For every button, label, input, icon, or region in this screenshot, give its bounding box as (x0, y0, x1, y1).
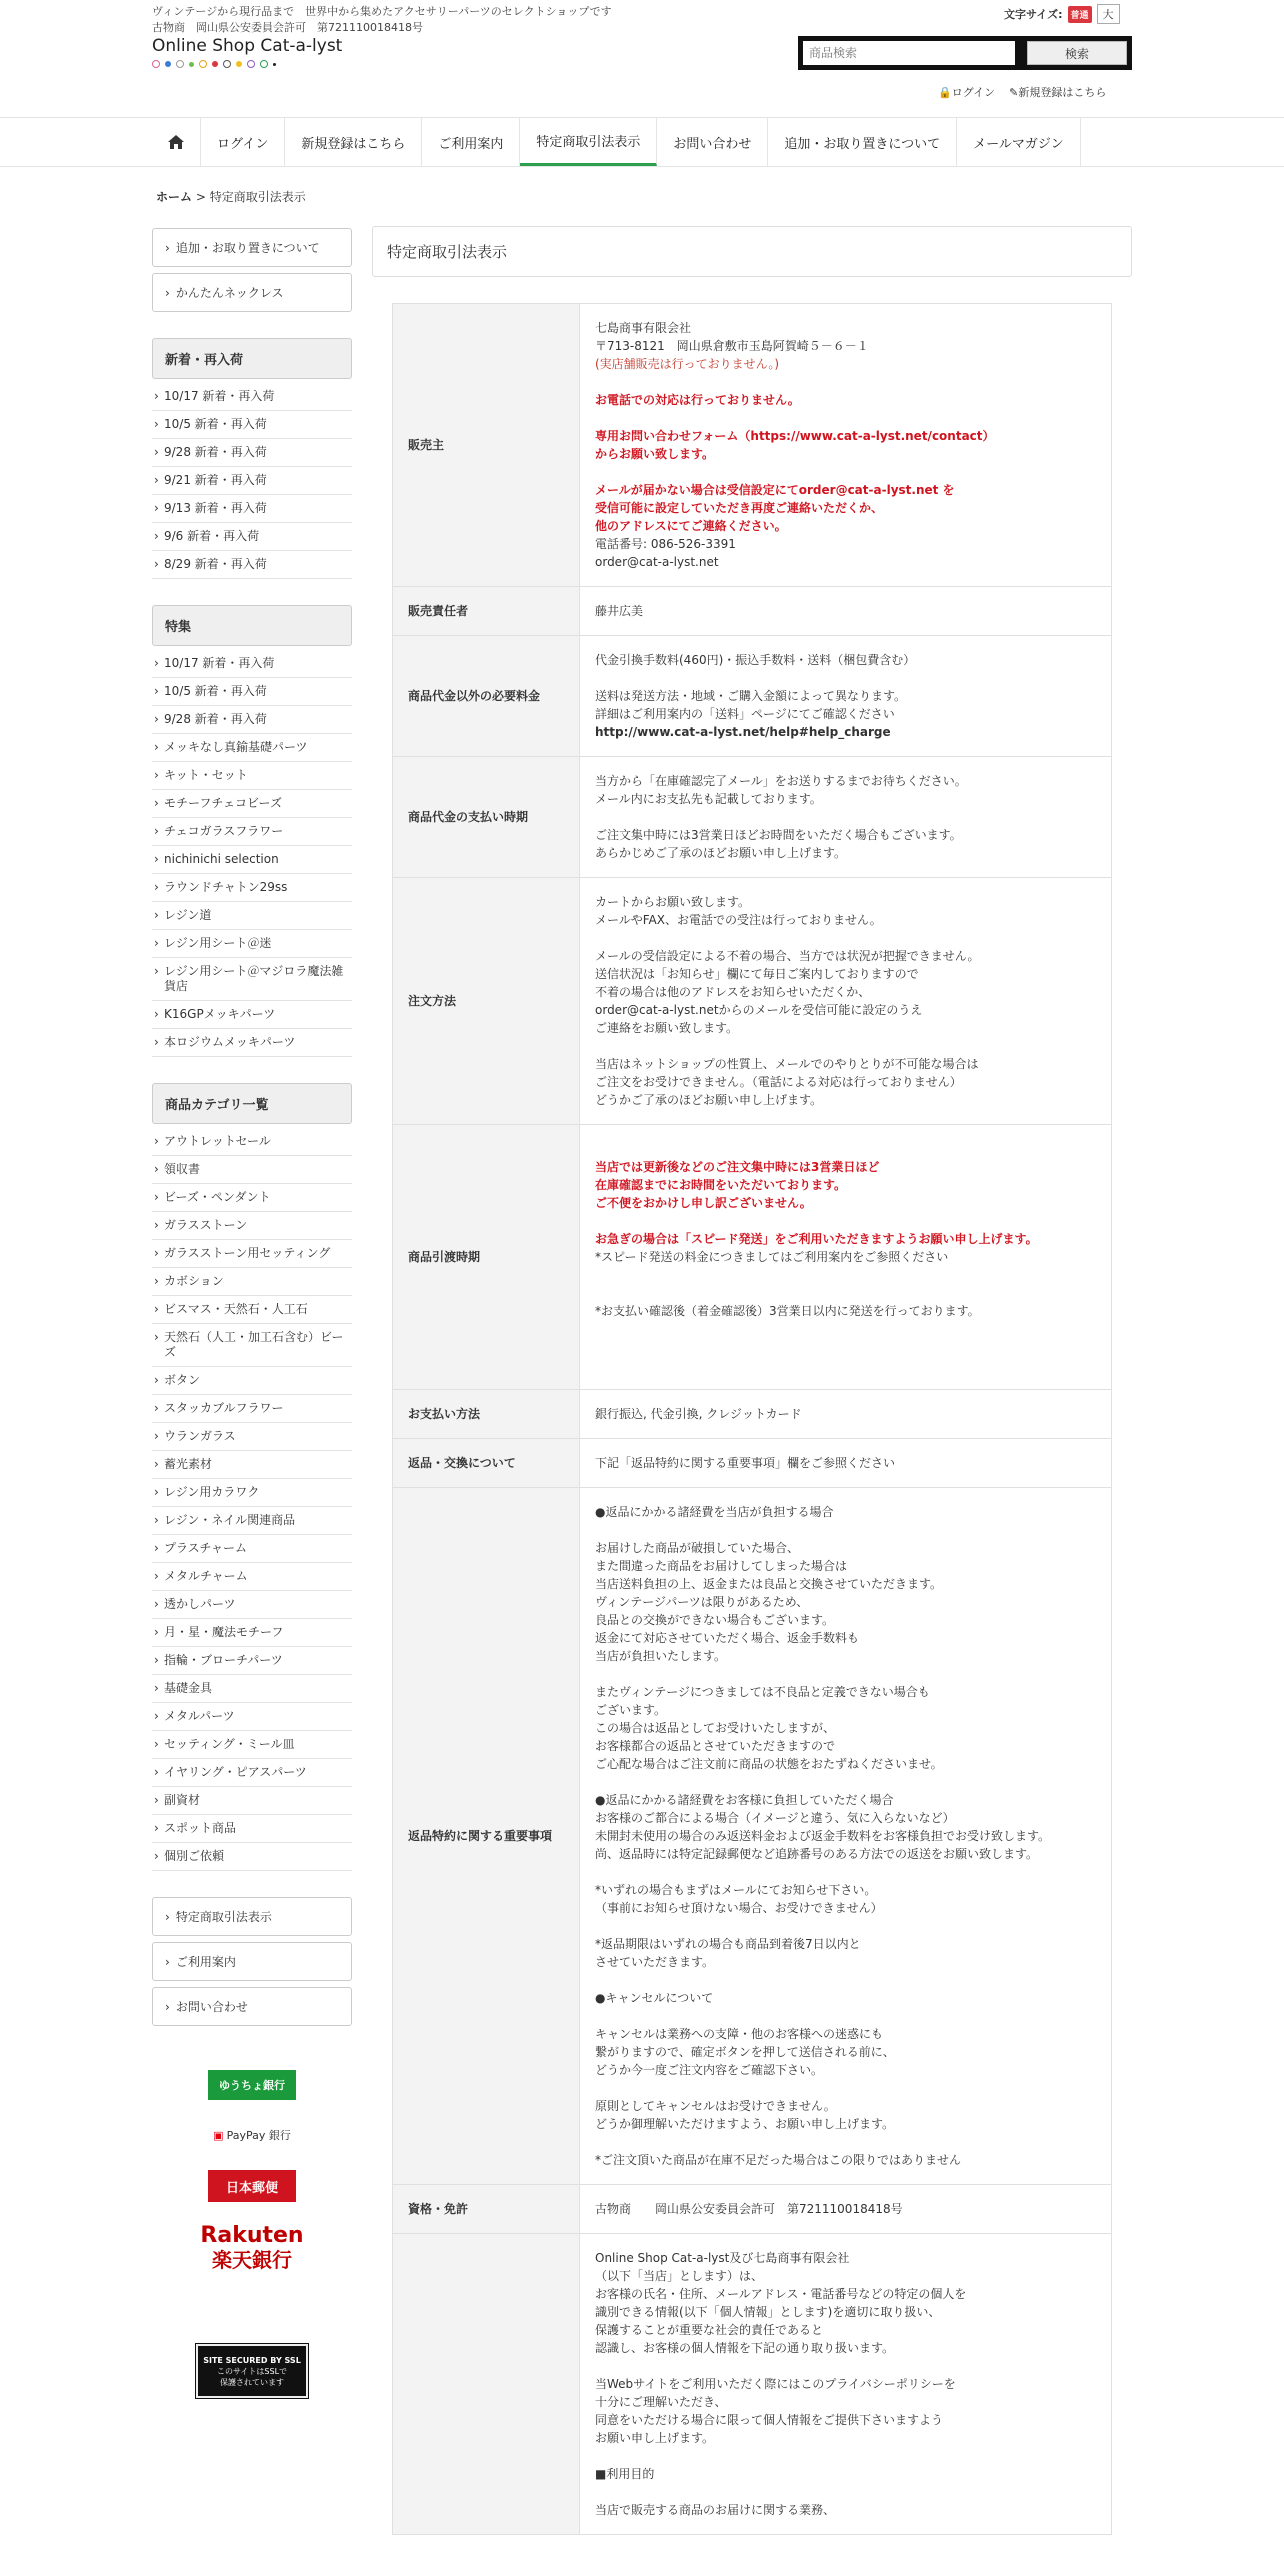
sidebar-feature-item[interactable]: › ラウンドチャトン29ss (152, 874, 352, 902)
sidebar-feature-item[interactable]: › レジン道 (152, 902, 352, 930)
value-line: *返品期限はいずれの場合も商品到着後7日以内と (595, 1937, 861, 1951)
spacer (595, 1356, 1096, 1374)
sidebar-category-item[interactable]: › 個別ご依頼 (152, 1843, 352, 1871)
spacer (595, 2483, 1096, 2501)
value-line: メール内にお支払先も記載しております。 (595, 792, 822, 806)
sidebar-category-item[interactable]: › 領収書 (152, 1156, 352, 1184)
value-line: どうかご了承のほどお願い申し上げます。 (595, 1093, 823, 1107)
value-line: ご連絡をお願い致します。 (595, 1021, 739, 1035)
value-line: (実店舗販売は行っておりません。) (595, 357, 780, 371)
sidebar (152, 228, 352, 2398)
sidebar-category-item[interactable]: › 天然石（人工・加工石含む）ビーズ (152, 1324, 352, 1367)
sidebar-link[interactable]: › 追加・お取り置きについて (152, 228, 352, 267)
row-header: 返品・交換について (393, 1439, 580, 1488)
dot-icon (165, 61, 171, 67)
sidebar-category-item[interactable]: › イヤリング・ピアスパーツ (152, 1759, 352, 1787)
sidebar-feature-item[interactable]: › K16GPメッキパーツ (152, 1001, 352, 1029)
sidebar-feature-item[interactable]: › レジン用シート＠マジロラ魔法雑貨店 (152, 958, 352, 1001)
sidebar-category-heading: 商品カテゴリ一覧 (152, 1083, 352, 1124)
table-row (393, 1125, 1112, 1390)
sidebar-category-item[interactable]: › アウトレットセール (152, 1128, 352, 1156)
spacer (595, 1971, 1096, 1989)
table-row (393, 1439, 1112, 1488)
spacer (595, 2079, 1096, 2097)
value-line: 当店はネットショップの性質上、メールでのやりとりが不可能な場合は (595, 1057, 979, 1071)
tagline (152, 4, 612, 36)
sidebar-new-item[interactable]: › 9/28 新着・再入荷 (152, 439, 352, 467)
nav-guide[interactable]: ご利用案内 (422, 118, 520, 166)
sidebar-feature-item[interactable]: › レジン用シート＠迷 (152, 930, 352, 958)
sidebar-category-item[interactable]: › レジン・ネイル関連商品 (152, 1507, 352, 1535)
nav-home[interactable] (152, 118, 201, 166)
sidebar-info-link[interactable]: › お問い合わせ (152, 1987, 352, 2026)
value-line: メールやFAX、お電話での受注は行っておりません。 (595, 913, 882, 927)
sidebar-category-item[interactable]: › ボタン (152, 1367, 352, 1395)
paypay-bank-logo (208, 2122, 296, 2148)
spacer (595, 2007, 1096, 2025)
value-line: あらかじめご了承のほどお願い申し上げます。 (595, 846, 847, 860)
value-line: 代金引換手数料(460円)・振込手数料・送料（梱包費含む） (595, 653, 916, 667)
spacer (595, 1284, 1096, 1302)
login-link[interactable] (938, 84, 995, 100)
value-line: お客様の氏名・住所、メールアドレス・電話番号などの特定の個人を (595, 2287, 967, 2301)
ssl-line3: 保護されています (220, 2377, 284, 2387)
nav-contact[interactable]: お問い合わせ (657, 118, 768, 166)
value-line: ございます。 (595, 1703, 667, 1717)
value-line: 七島商事有限会社 (595, 321, 692, 335)
value-line: また間違った商品をお届けしてしまった場合は (595, 1559, 848, 1573)
dot-icon (212, 61, 218, 67)
value-line: 当店送料負担の上、返金または良品と交換させていただきます。 (595, 1577, 943, 1591)
value-line: 他のアドレスにてご連絡ください。 (595, 519, 787, 533)
login-label: ログイン (951, 86, 996, 99)
sidebar-category-item[interactable]: › ビスマス・天然石・人工石 (152, 1296, 352, 1324)
sidebar-new-heading: 新着・再入荷 (152, 338, 352, 379)
row-value (580, 1125, 1112, 1390)
value-line: ご注文集中時には3営業日ほどお時間をいただく場合もございます。 (595, 828, 962, 842)
spacer (595, 1773, 1096, 1791)
value-line: ご不便をおかけし申し訳ございません。 (595, 1196, 812, 1210)
row-header: 注文方法 (393, 878, 580, 1125)
value-line: ご心配な場合はご注文前に商品の状態をおたずねくださいませ。 (595, 1757, 943, 1771)
spacer (595, 1320, 1096, 1338)
rakuten-bank-label: 楽天銀行 (212, 2248, 292, 2272)
value-line: order@cat-a-lyst.net (595, 555, 719, 569)
value-line: 原則としてキャンセルはお受けできません。 (595, 2099, 836, 2113)
value-line: からお願い致します。 (595, 447, 715, 461)
yucho-bank-logo (208, 2070, 296, 2100)
spacer (595, 463, 1096, 481)
value-line: 尚、返品時には特定記録郵便など追跡番号のある方法での返送をお願い致します。 (595, 1847, 1039, 1861)
font-normal-button[interactable]: 普通 (1068, 6, 1092, 23)
search-button[interactable]: 検索 (1027, 41, 1127, 65)
logo-dots (152, 60, 276, 68)
value-line: 在庫確認までにお時間をいただいております。 (595, 1178, 847, 1192)
spacer (595, 409, 1096, 427)
value-line: この場合は返品としてお受けいたしますが、 (595, 1721, 836, 1735)
dot-icon (236, 61, 242, 67)
spacer (595, 2133, 1096, 2151)
table-row (393, 878, 1112, 1125)
value-line: ヴィンテージパーツは限りがあるため、 (595, 1595, 809, 1609)
spacer (595, 1863, 1096, 1881)
value-line: 〒713-8121 岡山県倉敷市玉島阿賀崎５－６－１ (595, 339, 869, 353)
sidebar-link[interactable]: › かんたんネックレス (152, 273, 352, 312)
value-line: 当方から「在庫確認完了メール」をお送りするまでお待ちください。 (595, 774, 967, 788)
spacer (595, 808, 1096, 826)
value-line: 不着の場合は他のアドレスをお知らせいただくか、 (595, 985, 871, 999)
spacer (595, 2447, 1096, 2465)
value-line: 良品との交換ができない場合もございます。 (595, 1613, 835, 1627)
table-row (393, 587, 1112, 636)
site-header (0, 0, 1284, 118)
value-line: 藤井広美 (595, 604, 644, 618)
value-line: 送信状況は「お知らせ」欄にて毎日ご案内しておりますので (595, 967, 919, 981)
spacer (595, 1665, 1096, 1683)
sidebar-new-item[interactable]: › 9/6 新着・再入荷 (152, 523, 352, 551)
row-value (580, 878, 1112, 1125)
value-line: 当店で販売する商品のお届けに関する業務、 (595, 2503, 836, 2517)
value-line: またヴィンテージにつきましては不良品と定義できない場合も (595, 1685, 930, 1699)
breadcrumb (156, 188, 306, 205)
sidebar-new-item[interactable]: › 8/29 新着・再入荷 (152, 551, 352, 579)
sidebar-new-item[interactable]: › 9/13 新着・再入荷 (152, 495, 352, 523)
table-row (393, 1390, 1112, 1439)
value-line: *ご注文頂いた商品が在庫不足だった場合はこの限りではありません (595, 2153, 962, 2167)
page-title: 特定商取引法表示 (372, 226, 1132, 277)
value-line: お急ぎの場合は「スピード発送」をご利用いただきますようお願い申し上げます。 (595, 1232, 1038, 1246)
sidebar-category-item[interactable]: › 指輪・ブローチパーツ (152, 1647, 352, 1675)
sidebar-category-item[interactable]: › メタルパーツ (152, 1703, 352, 1731)
sidebar-feature-item[interactable]: › メッキなし真鍮基礎パーツ (152, 734, 352, 762)
spacer (595, 1037, 1096, 1055)
value-line: 銀行振込, 代金引換, クレジットカード (595, 1407, 802, 1421)
value-line: どうか御理解いただけますよう、お願い申し上げます。 (595, 2117, 895, 2131)
row-value (580, 2234, 1112, 2535)
value-line: メールが届かない場合は受信設定にてorder@cat-a-lyst.net を (595, 483, 955, 497)
lock-icon: 🔒 (938, 86, 952, 99)
main-content (372, 226, 1132, 2535)
global-nav (152, 118, 1081, 166)
value-line: お客様都合の返品とさせていただきますので (595, 1739, 836, 1753)
value-line: 古物商 岡山県公安委員会許可 第721110018418号 (595, 2202, 903, 2216)
table-row (393, 1488, 1112, 2185)
sidebar-category-item[interactable]: › プラスチャーム (152, 1535, 352, 1563)
legal-table (392, 303, 1112, 2535)
value-line: ●返品にかかる諸経費を当店が負担する場合 (595, 1505, 834, 1519)
row-header: 販売主 (393, 304, 580, 587)
spacer (595, 669, 1096, 687)
value-line: 当店では更新後などのご注文集中時には3営業日ほど (595, 1160, 880, 1174)
value-line: 保護することが重要な社会的責任であると (595, 2323, 824, 2337)
row-header: 商品代金以外の必要料金 (393, 636, 580, 757)
ssl-line2: このサイトはSSLで (216, 2366, 288, 2376)
table-row (393, 757, 1112, 878)
tagline-line1: ヴィンテージから現行品まで 世界中から集めたアクセサリーパーツのセレクトショップです (152, 5, 612, 18)
row-value (580, 1390, 1112, 1439)
value-line: 識別できる情報(以下「個人情報」とします)を適切に取り扱い、 (595, 2305, 941, 2319)
japan-post-label: 日本郵便 (225, 2180, 278, 2196)
value-line: 受信可能に設定していただき再度ご連絡いただくか、 (595, 501, 884, 515)
home-icon (168, 135, 184, 149)
row-value (580, 1439, 1112, 1488)
search-box (798, 36, 1132, 70)
sidebar-category-item[interactable]: › スポット商品 (152, 1815, 352, 1843)
sidebar-category-item[interactable]: › ビーズ・ペンダント (152, 1184, 352, 1212)
value-line: 下記「返品特約に関する重要事項」欄をご参照ください (595, 1456, 896, 1470)
value-line: ■利用目的 (595, 2467, 655, 2481)
sidebar-category-item[interactable]: › セッティング・ミール皿 (152, 1731, 352, 1759)
value-line: 返金にて対応させていただく場合、返金手数料も (595, 1631, 860, 1645)
ssl-title: SITE SECURED BY SSL (203, 2355, 301, 2365)
rakuten-label: Rakuten (200, 2223, 304, 2248)
row-header: 販売責任者 (393, 587, 580, 636)
value-line: http://www.cat-a-lyst.net/help#help_charge (595, 725, 891, 739)
row-value (580, 636, 1112, 757)
value-line: ●返品にかかる諸経費をお客様に負担していただく場合 (595, 1793, 894, 1807)
sidebar-feature-item[interactable]: › 9/28 新着・再入荷 (152, 706, 352, 734)
value-line: order@cat-a-lyst.netからのメールを受信可能に設定のうえ (595, 1003, 923, 1017)
row-header: 資格・免許 (393, 2185, 580, 2234)
sidebar-category-item[interactable]: › 蓄光素材 (152, 1451, 352, 1479)
nav-legal[interactable]: 特定商取引法表示 (520, 118, 657, 166)
sidebar-info-link[interactable]: › ご利用案内 (152, 1942, 352, 1981)
value-line: *いずれの場合もまずはメールにてお知らせ下さい。 (595, 1883, 877, 1897)
sidebar-feature-item[interactable]: › チェコガラスフラワー (152, 818, 352, 846)
font-large-button[interactable]: 大 (1097, 4, 1120, 24)
sidebar-category-item[interactable]: › 透かしパーツ (152, 1591, 352, 1619)
spacer (595, 1140, 1096, 1158)
font-size-label: 文字サイズ: (1004, 8, 1063, 21)
value-line: 認識し、お客様の個人情報を下記の通り取り扱います。 (595, 2341, 895, 2355)
value-line: *お支払い確認後（着金確認後）3営業日以内に発送を行っております。 (595, 1304, 980, 1318)
row-header: 商品代金の支払い時期 (393, 757, 580, 878)
row-value (580, 304, 1112, 587)
dot-icon (176, 60, 184, 68)
nav-newsletter[interactable]: メールマガジン (957, 118, 1080, 166)
spacer (595, 2357, 1096, 2375)
value-line: 詳細はご利用案内の「送料」ページにてご確認ください (595, 707, 895, 721)
row-header: お支払い方法 (393, 1390, 580, 1439)
dot-icon (189, 62, 194, 67)
sidebar-category-item[interactable]: › 基礎金具 (152, 1675, 352, 1703)
shop-logo-text[interactable]: Online Shop Cat-a-lyst (152, 36, 343, 56)
value-line: お電話での対応は行っておりません。 (595, 393, 800, 407)
sidebar-new-item[interactable]: › 10/5 新着・再入荷 (152, 411, 352, 439)
value-line: 同意をいただける場合に限って個人情報をご提供下さいますよう (595, 2413, 944, 2427)
nav-register[interactable]: 新規登録はこちら (285, 118, 422, 166)
dot-icon (247, 60, 255, 68)
sidebar-category-item[interactable]: › スタッカブルフラワー (152, 1395, 352, 1423)
dot-icon (199, 60, 207, 68)
sidebar-category-item[interactable]: › メタルチャーム (152, 1563, 352, 1591)
sidebar-feature-item[interactable]: › nichinichi selection (152, 846, 352, 874)
value-line: （事前にお知らせ頂けない場合、お受けできません） (595, 1901, 883, 1915)
table-row (393, 2234, 1112, 2535)
value-line: 当Webサイトをご利用いただく際にはこのプライバシーポリシーを (595, 2377, 956, 2391)
sidebar-feature-item[interactable]: › キット・セット (152, 762, 352, 790)
pencil-icon: ✎ (1009, 86, 1019, 99)
value-line: カートからお願い致します。 (595, 895, 751, 909)
table-row (393, 304, 1112, 587)
value-line: ご注文をお受けできません。（電話による対応は行っておりません） (595, 1075, 962, 1089)
value-line: 繋がりますので、確定ボタンを押して送信される前に、 (595, 2045, 895, 2059)
paypay-label: PayPay 銀行 (226, 2129, 291, 2142)
spacer (595, 1917, 1096, 1935)
sidebar-category-item[interactable]: › ウランガラス (152, 1423, 352, 1451)
breadcrumb-home[interactable]: ホーム (156, 190, 193, 204)
register-label: 新規登録はこちら (1018, 86, 1107, 99)
font-size-switcher (1004, 4, 1120, 24)
value-line: 電話番号: 086-526-3391 (595, 537, 736, 551)
row-value (580, 587, 1112, 636)
sidebar-new-item[interactable]: › 10/17 新着・再入荷 (152, 383, 352, 411)
paypay-icon: ▣ (213, 2128, 224, 2142)
spacer (595, 1266, 1096, 1284)
sidebar-info-link[interactable]: › 特定商取引法表示 (152, 1897, 352, 1936)
nav-divider (0, 166, 1284, 167)
value-line: ●キャンセルについて (595, 1991, 714, 2005)
japan-post-logo (208, 2170, 296, 2202)
sidebar-feature-item[interactable]: › 本ロジウムメッキパーツ (152, 1029, 352, 1057)
row-header: 商品引渡時期 (393, 1125, 580, 1390)
sidebar-category-item[interactable]: › ガラスストーン用セッティング (152, 1240, 352, 1268)
row-header (393, 2234, 580, 2535)
spacer (595, 1521, 1096, 1539)
value-line: （以下「当店」とします）は、 (595, 2269, 764, 2283)
value-line: お願い申し上げます。 (595, 2431, 715, 2445)
spacer (595, 373, 1096, 391)
value-line: 十分にご理解いただき、 (595, 2395, 727, 2409)
spacer (595, 1338, 1096, 1356)
breadcrumb-sep: > (192, 190, 210, 204)
row-value (580, 1488, 1112, 2185)
dot-icon (260, 60, 268, 68)
value-line: キャンセルは業務への支障・他のお客様への迷惑にも (595, 2027, 884, 2041)
value-line: 未開封未使用の場合のみ返送料金および返金手数料をお客様負担でお受け致します。 (595, 1829, 1051, 1843)
dot-icon (273, 63, 276, 66)
sidebar-feature-heading: 特集 (152, 605, 352, 646)
nav-login[interactable]: ログイン (201, 118, 285, 166)
row-value (580, 2185, 1112, 2234)
row-value (580, 757, 1112, 878)
dot-icon (223, 60, 231, 68)
value-line: Online Shop Cat-a-lyst及び七島商事有限会社 (595, 2251, 850, 2265)
value-line: 専用お問い合わせフォーム（https://www.cat-a-lyst.net/contact） (595, 429, 995, 443)
sidebar-feature-item[interactable]: › 10/5 新着・再入荷 (152, 678, 352, 706)
table-row (393, 2185, 1112, 2234)
account-links (938, 84, 1106, 100)
spacer (595, 929, 1096, 947)
payment-logos (152, 2070, 352, 2398)
ssl-seal (196, 2344, 308, 2398)
tagline-line2: 古物商 岡山県公安委員会許可 第721110018418号 (152, 21, 423, 34)
sidebar-category-item[interactable]: › ガラスストーン (152, 1212, 352, 1240)
value-line: お届けした商品が破損していた場合、 (595, 1541, 800, 1555)
dot-icon (152, 60, 160, 68)
spacer (595, 1212, 1096, 1230)
yucho-label: ゆうちょ銀行 (219, 2079, 285, 2092)
value-line: メールの受信設定による不着の場合、当方では状況が把握できません。 (595, 949, 980, 963)
sidebar-new-item[interactable]: › 9/21 新着・再入荷 (152, 467, 352, 495)
value-line: *スピード発送の料金につきましてはご利用案内をご参照ください (595, 1250, 949, 1264)
sidebar-category-item[interactable]: › レジン用カラワク (152, 1479, 352, 1507)
value-line: どうか今一度ご注文内容をご確認下さい。 (595, 2063, 824, 2077)
sidebar-feature-item[interactable]: › 10/17 新着・再入荷 (152, 650, 352, 678)
rakuten-bank-logo (200, 2224, 303, 2272)
value-line: お客様のご都合による場合（イメージと違う、気に入らないなど） (595, 1811, 955, 1825)
table-row (393, 636, 1112, 757)
sidebar-feature-item[interactable]: › モチーフチェコビーズ (152, 790, 352, 818)
sidebar-category-item[interactable]: › カボション (152, 1268, 352, 1296)
sidebar-category-item[interactable]: › 月・星・魔法モチーフ (152, 1619, 352, 1647)
value-line: 送料は発送方法・地域・ご購入金額によって異なります。 (595, 689, 907, 703)
value-line: させていただきます。 (595, 1955, 715, 1969)
nav-reserve[interactable]: 追加・お取り置きについて (768, 118, 957, 166)
breadcrumb-current: 特定商取引法表示 (209, 190, 306, 204)
register-link[interactable] (1009, 84, 1106, 100)
sidebar-category-item[interactable]: › 副資材 (152, 1787, 352, 1815)
row-header: 返品特約に関する重要事項 (393, 1488, 580, 2185)
value-line: 当店が負担いたします。 (595, 1649, 727, 1663)
search-input[interactable] (803, 41, 1015, 65)
